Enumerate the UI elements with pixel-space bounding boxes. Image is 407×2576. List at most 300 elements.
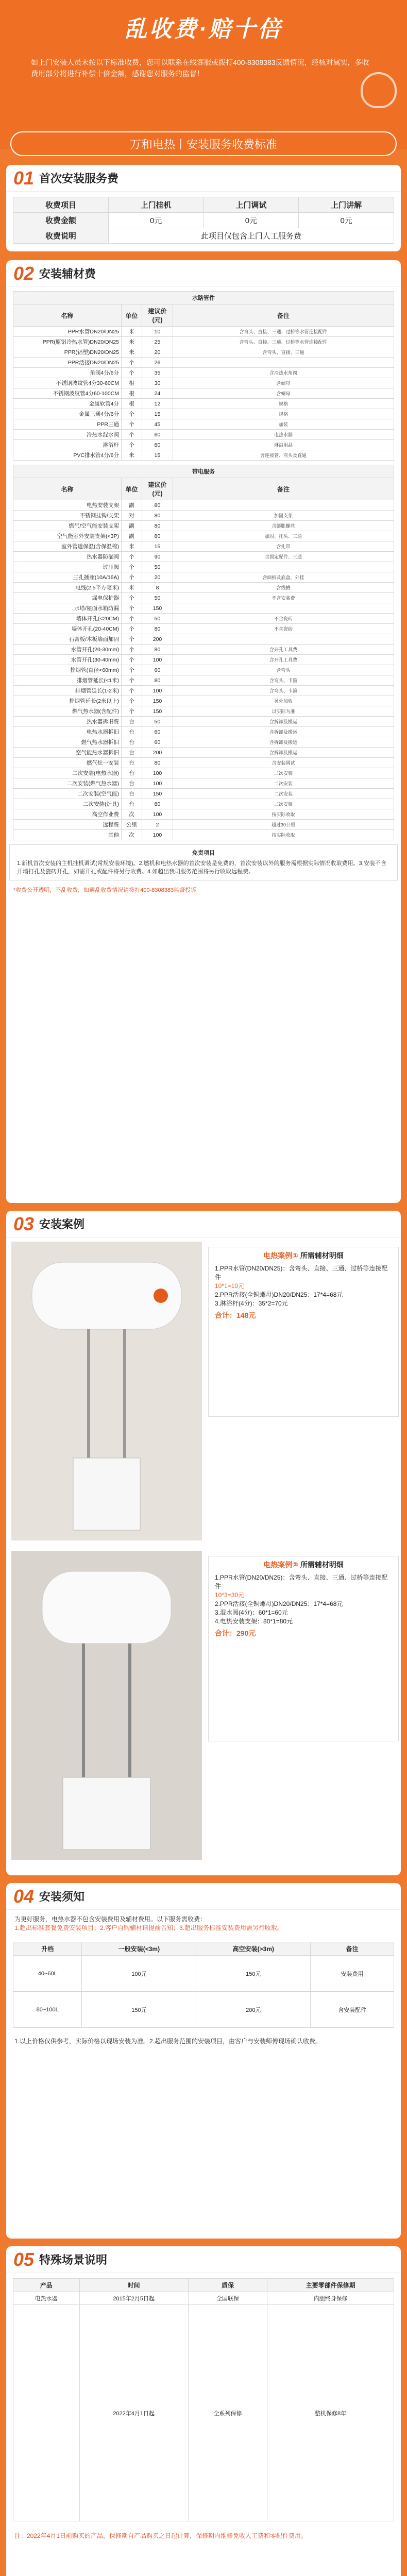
table-cell: PVC排水管4分/6分 [13, 450, 122, 461]
table-cell: 金属软管4分 [13, 399, 122, 409]
fee-cell: 0元 [204, 213, 299, 228]
table-cell: 二次安装 [173, 768, 394, 778]
table-cell [173, 634, 394, 645]
table-row [13, 500, 394, 511]
table-cell: 另外加收 [173, 696, 394, 706]
table-cell: 不含安装费 [173, 593, 394, 603]
table-cell: PPR三通 [13, 419, 122, 430]
table-cell: 60 [142, 727, 173, 737]
elec-rows [13, 500, 394, 840]
table-cell: 石膏板/木板墙面加固 [13, 634, 122, 645]
table-cell: 个 [122, 706, 142, 717]
fee-cell: 收费金额 [13, 213, 109, 228]
section-number: 01 [13, 167, 35, 189]
case-2-box [208, 1556, 399, 1741]
notice-line: 1.超出标准套餐免费安装项目；2.客户自购辅材请提前告知；3.超出服务标准安装费用需另行收取。 [14, 1924, 284, 1931]
case-total: 合计：290元 [215, 1629, 256, 1637]
table-cell: 燃气热水器拆旧 [13, 737, 122, 748]
section-number: 03 [13, 1213, 35, 1234]
cell: 150元 [196, 1956, 311, 1992]
table-cell: 60 [142, 665, 173, 675]
table-cell: 对 [122, 511, 142, 521]
case-item: 2.PPR活接(全铜螺母)DN20/DN25：17*4=68元 [215, 1600, 343, 1607]
table-cell: 12 [142, 399, 173, 409]
table-row [13, 531, 394, 541]
table-row [13, 830, 394, 840]
hero-notice: 如上门安装人员未按以下标准收费，您可以联系在线客服或拨打400-8308383反馈情况，经核对属实，多收费用部分将进行补偿十倍金额，感谢您对服务的监督！ [31, 58, 369, 78]
table-cell: 台 [122, 717, 142, 727]
table-row [13, 552, 394, 562]
notice-footer: 1.以上价格仅供参考，实际价格以现场安装为准。2.超出服务范围的安装项目，由客户与安装师傅现场确认收费。 [14, 2038, 322, 2045]
table-row [13, 327, 394, 337]
table-row [13, 717, 394, 727]
table-row [13, 347, 394, 358]
table-cell: 排烟管延长(1-2米) [13, 686, 122, 696]
table-cell: 50 [142, 717, 173, 727]
water-heater-image [11, 1242, 202, 1540]
cell: 2015年2月5日起 [79, 2292, 188, 2305]
table-cell: 含膨胀螺丝 [173, 521, 394, 531]
section-header [6, 260, 401, 287]
table-cell: 100 [142, 655, 173, 665]
table-cell: 漏电保护器 [13, 593, 122, 603]
notice-line: 为更好服务，电热水器不包含安装费用及辅材费用。以下服务需收费： [14, 1916, 207, 1923]
table-cell: 150 [142, 696, 173, 706]
table-cell: 副 [122, 500, 142, 511]
section-title: 特殊场景说明 [39, 2253, 108, 2266]
table-cell: 50 [142, 593, 173, 603]
table-cell: 二次安装(电热水器) [13, 768, 122, 778]
col-header: 升档 [13, 1942, 82, 1956]
col-header: 备注 [173, 478, 394, 500]
col-header: 备注 [173, 304, 394, 327]
table-cell: PPR活接DN20/DN25 [13, 358, 122, 368]
table-cell: PPR水管DN20/DN25 [13, 327, 122, 337]
table-cell: 不含瓷砖 [173, 614, 394, 624]
table-cell: 过压阀 [13, 562, 122, 572]
table-row [13, 737, 394, 748]
table-cell: 15 [142, 541, 173, 552]
table-cell: 水管开孔(30-40mm) [13, 655, 122, 665]
special-table [13, 2278, 394, 2521]
table-cell: 个 [122, 562, 142, 572]
hero [0, 0, 407, 149]
cell: 100元 [82, 1956, 196, 1992]
table-cell: 个 [122, 593, 142, 603]
col-header: 名称 [13, 478, 122, 500]
table-row [13, 758, 394, 768]
table-cell: 含安装调试 [173, 758, 394, 768]
table-cell: 电热水器拆旧 [13, 727, 122, 737]
table-cell: 热水器防漏阀 [13, 552, 122, 562]
table-cell: 含弯头、直接、三通、过桥等水管连接配件 [173, 327, 394, 337]
table-cell: 墙体开孔(20-40CM) [13, 624, 122, 634]
table-cell: 90 [142, 552, 173, 562]
table-cell: 个 [122, 624, 142, 634]
table-cell: 含面板及底盒，外挂 [173, 572, 394, 583]
shield-icon [361, 72, 397, 108]
case-item: 1.PPR水管(DN20/DN25)：含弯头、直接、三通、过桥等连接配件 [215, 1265, 388, 1281]
table-cell: 100 [142, 809, 173, 820]
table-cell: 80 [142, 511, 173, 521]
fee-cell: 此项目仅包含上门人工服务费 [108, 228, 394, 244]
section-materials [6, 260, 401, 1203]
table-cell: 台 [122, 727, 142, 737]
table-cell: 150 [142, 789, 173, 799]
table-cell: 个 [122, 358, 142, 368]
table-cell: 含连接管、弯头及直通 [173, 450, 394, 461]
water-rows [13, 327, 394, 461]
table-cell [173, 500, 394, 511]
col-header: 产品 [13, 2279, 80, 2292]
table-cell: 根 [122, 378, 142, 388]
table-cell [173, 603, 394, 614]
fee-header: 上门讲解 [299, 197, 394, 213]
fee-header: 收费项目 [13, 197, 109, 213]
table-cell: 100 [142, 778, 173, 789]
table-cell: 规格 [173, 399, 394, 409]
table-cell: 排烟管延长(2米以上) [13, 696, 122, 706]
case-item: 1.PPR水管(DN20/DN25)：含弯头、直接、三通、过桥等连接配件 [215, 1574, 388, 1590]
section-special [6, 2246, 401, 2576]
table-cell: 其他 [13, 830, 122, 840]
table-row [13, 727, 394, 737]
table-cell: 80 [142, 758, 173, 768]
table-cell: 二次安装 [173, 778, 394, 789]
table-cell: 个 [122, 645, 142, 655]
table-row [13, 696, 394, 706]
complaint-note: *收费公开透明，不乱收费，如遇乱收费情况请拨打400-8308383监督投诉 [13, 887, 197, 893]
col-header: 质保 [188, 2279, 267, 2292]
table-cell: 副 [122, 531, 142, 541]
table-cell: 台 [122, 758, 142, 768]
cell: 全系列保修 [188, 2305, 267, 2521]
table-cell: 电线(2.5平方毫米) [13, 583, 122, 593]
table-cell: 含固定配件、三通 [173, 552, 394, 562]
case-1-box [208, 1247, 399, 1417]
water-table [13, 291, 394, 461]
table-cell: 含弯头、直接、三通 [173, 347, 394, 358]
table-cell: 含开孔工具费 [173, 645, 394, 655]
table-cell: 按实际收取 [173, 830, 394, 840]
table-cell: 200 [142, 634, 173, 645]
table-row [13, 768, 394, 778]
table-cell: 含扎带 [173, 541, 394, 552]
table-cell: 室外管道保温(含保温棉) [13, 541, 122, 552]
table-cell: 150 [142, 603, 173, 614]
table-cell: 燃气热水器(含配件) [13, 706, 122, 717]
table-cell: 个 [122, 634, 142, 645]
case-title-pre: 电热案例① [263, 1251, 298, 1260]
table-row [13, 572, 394, 583]
table-cell: 150 [142, 706, 173, 717]
notes-text: 1.新机首次安装的主机挂机调试(常规安装环境)。2.燃机和电热水器的首次安装是免费的，首次安装以外的服务需根据实际情况收取费用。3.安装不含开墙打孔及瓷砖开孔，如需开孔或配件将另行收费。4.如超出我司服务范围将另行收取远程费。 [17, 860, 386, 875]
table-cell: 台 [122, 768, 142, 778]
notice-table [13, 1942, 394, 2028]
col-header: 建议价(元) [142, 478, 173, 500]
table-cell: 二次安装 [173, 789, 394, 799]
table-cell: 米 [122, 337, 142, 347]
case-item: 10*1=10元 [215, 1282, 245, 1290]
section-number: 05 [13, 2248, 35, 2270]
cell: 200元 [196, 1992, 311, 2028]
special-note: 注：2022年4月1日前购买的产品，保修期自产品购买之日起计算，保修期内维修免收人工费和零配件费用。 [14, 2532, 308, 2539]
table-cell: 公里 [122, 820, 142, 830]
fee-cell: 0元 [299, 213, 394, 228]
table-cell: 含线槽 [173, 583, 394, 593]
table-row [13, 337, 394, 347]
case-title-pre: 电热案例② [263, 1561, 298, 1569]
table-row [13, 624, 394, 634]
table-row [13, 388, 394, 399]
table-cell: 含拆卸及搬运 [173, 737, 394, 748]
table-cell: 台 [122, 748, 142, 758]
table-cell: 8 [142, 583, 173, 593]
case-photo-1 [11, 1242, 202, 1540]
col-header: 单位 [122, 304, 142, 327]
table-cell: 含弯头、直接、三通、过桥等水管连接配件 [173, 337, 394, 347]
table-cell: 米 [122, 347, 142, 358]
table-row [13, 593, 394, 603]
case-total: 合计：148元 [215, 1311, 256, 1319]
table-cell: 含螺母 [173, 378, 394, 388]
table-cell: 含弯头、卡箍 [173, 675, 394, 686]
table-row [13, 809, 394, 820]
table-cell: 次 [122, 809, 142, 820]
table-cell: 35 [142, 368, 173, 378]
section-header [6, 2246, 401, 2273]
col-header: 单位 [122, 478, 142, 500]
table-row [13, 358, 394, 368]
fee-table [13, 197, 394, 244]
fee-header: 上门挂机 [108, 197, 204, 213]
section-cases [6, 1211, 401, 1875]
section-header [6, 1883, 401, 1910]
table-cell: 含弯头 [173, 665, 394, 675]
table-cell: 燃气/空气能安装支架 [13, 521, 122, 531]
table-cell: 不锈钢挂钩/支架 [13, 511, 122, 521]
elec-table [13, 465, 394, 840]
table-cell: 根 [122, 388, 142, 399]
table-cell: 次 [122, 830, 142, 840]
table-cell: 25 [142, 337, 173, 347]
table-cell: 个 [122, 440, 142, 450]
table-cell: 根 [122, 399, 142, 409]
table-cell: 金属三通4分/6分 [13, 409, 122, 419]
table-cell: 副 [122, 521, 142, 531]
table-cell: 加固支架 [173, 511, 394, 521]
section-header [6, 165, 401, 192]
table-cell: 米 [122, 327, 142, 337]
table-row [13, 450, 394, 461]
table-cell: 26 [142, 358, 173, 368]
section-notice [6, 1883, 401, 2239]
cell: 安装费用 [311, 1956, 394, 1992]
col-header: 时间 [79, 2279, 188, 2292]
table-cell: 二次安装 [173, 799, 394, 809]
table-cell: 水塔/屋面水箱防漏 [13, 603, 122, 614]
table-row [13, 541, 394, 552]
table-cell: 含螺母 [173, 388, 394, 399]
col-header: 高空安装(>3m) [196, 1942, 311, 1956]
table-cell: 超过30公里 [173, 820, 394, 830]
table-cell: 空气能热水器拆旧 [13, 748, 122, 758]
notes-title: 免责项目 [192, 850, 215, 856]
table-row [13, 603, 394, 614]
table-cell: 个 [122, 552, 142, 562]
notice-text [6, 1910, 401, 1938]
table-cell: 个 [122, 430, 142, 440]
case-item: 10*3=30元 [215, 1591, 245, 1599]
table-cell: 台 [122, 799, 142, 809]
table-row [13, 409, 394, 419]
table-row [13, 789, 394, 799]
table-row [13, 521, 394, 531]
table-cell: 100 [142, 686, 173, 696]
col-header: 名称 [13, 304, 122, 327]
table-cell [173, 562, 394, 572]
fee-cell: 收费说明 [13, 228, 109, 244]
table-cell: 80 [142, 531, 173, 541]
table-row [13, 778, 394, 789]
case-item: 2.PPR活接(全铜螺母)DN20/DN25：17*4=68元 [215, 1291, 343, 1298]
table-cell: 个 [122, 409, 142, 419]
table-cell: 电热水器 [173, 430, 394, 440]
table-cell: 80 [142, 675, 173, 686]
table-cell: 含拆卸及搬运 [173, 717, 394, 727]
table-row [13, 686, 394, 696]
table-cell: 墙体开孔(<20CM) [13, 614, 122, 624]
col-header: 备注 [311, 1942, 394, 1956]
table-row [13, 634, 394, 645]
table-cell: 燃气灶一安装 [13, 758, 122, 768]
table-cell: 台 [122, 737, 142, 748]
section-header [6, 1211, 401, 1238]
banner-title: 万和电热丨安装服务收费标准 [129, 138, 277, 151]
case-photo-2 [11, 1551, 202, 1860]
title-banner [10, 131, 397, 156]
table-row [13, 799, 394, 809]
elec-title: 带电服务 [13, 465, 394, 478]
table-cell: 60 [142, 430, 173, 440]
table-cell: 不锈钢波纹管4分60-100CM [13, 388, 122, 399]
table-row [13, 706, 394, 717]
table-cell: 含冷热水角阀 [173, 368, 394, 378]
table-cell: 80 [142, 440, 173, 450]
table-cell: 个 [122, 368, 142, 378]
cell: 内胆终身保修 [267, 2292, 394, 2305]
cell: 含安装配件 [311, 1992, 394, 2028]
col-header: 主要零部件保修期 [267, 2279, 394, 2292]
table-cell: 80 [142, 799, 173, 809]
disclaimer-notes [9, 844, 398, 880]
table-cell: 二次安装(灶具) [13, 799, 122, 809]
table-row [13, 820, 394, 830]
table-cell: PPR(铝塑)DN20/DN25 [13, 347, 122, 358]
cell: 整机保修8年 [267, 2305, 394, 2521]
table-cell: 三孔插座(10A/16A) [13, 572, 122, 583]
cell: 电热水器 [13, 2292, 80, 2305]
table-cell: 米 [122, 541, 142, 552]
table-cell: 100 [142, 768, 173, 778]
col-header: 一般安装(<3m) [82, 1942, 196, 1956]
cell: 全国联保 [188, 2292, 267, 2305]
table-row [13, 399, 394, 409]
table-cell: 台 [122, 778, 142, 789]
section-title: 安装须知 [39, 1890, 85, 1903]
table-cell: 不锈钢波纹管4分30-60CM [13, 378, 122, 388]
table-cell: 加固、托头、三通 [173, 531, 394, 541]
table-row [13, 430, 394, 440]
table-cell: 200 [142, 748, 173, 758]
table-cell: 50 [142, 562, 173, 572]
table-cell: 含弯头、卡箍 [173, 686, 394, 696]
table-cell: 排烟管延长(<1米) [13, 675, 122, 686]
table-cell: 角阀4分/6分 [13, 368, 122, 378]
table-row [13, 440, 394, 450]
table-row [13, 748, 394, 758]
table-row [13, 511, 394, 521]
case-item: 3.淋浴杆(4分)：35*2=70元 [215, 1300, 288, 1307]
table-cell: 含拆卸及搬运 [173, 748, 394, 758]
water-heater-image [11, 1551, 202, 1860]
table-cell: 电热安装支架 [13, 500, 122, 511]
cell: 150元 [82, 1992, 196, 2028]
table-cell: 个 [122, 675, 142, 686]
table-cell: 15 [142, 450, 173, 461]
table-cell: 个 [122, 665, 142, 675]
table-cell: 个 [122, 614, 142, 624]
table-cell: 60 [142, 737, 173, 748]
table-cell: 80 [142, 500, 173, 511]
table-cell: 不含瓷砖 [173, 624, 394, 634]
case-item: 3.混水阀(4分)：60*1=60元 [215, 1609, 288, 1616]
table-cell: 淋浴杆 [13, 440, 122, 450]
table-cell: 高空作业费 [13, 809, 122, 820]
table-cell: 米 [122, 450, 142, 461]
table-row [13, 368, 394, 378]
table-cell: 个 [122, 603, 142, 614]
fee-cell: 0元 [108, 213, 204, 228]
table-cell: 10 [142, 327, 173, 337]
table-cell: 30 [142, 378, 173, 388]
table-cell: 20 [142, 347, 173, 358]
hero-title: 乱收费·赔十倍 [124, 16, 283, 42]
table-cell: 含拆卸及搬运 [173, 727, 394, 737]
table-cell: 2 [142, 820, 173, 830]
col-header: 建议价(元) [142, 304, 173, 327]
table-cell: 二次安装(燃气热水器) [13, 778, 122, 789]
table-cell: 含开孔工具费 [173, 655, 394, 665]
table-cell: 热水器拆旧费 [13, 717, 122, 727]
case-title-text: 所需辅材明细 [300, 1251, 344, 1260]
section-install-fee [6, 165, 401, 251]
table-row [13, 675, 394, 686]
table-cell: 二次安装(空气能) [13, 789, 122, 799]
cell: 40~60L [13, 1956, 82, 1992]
table-cell: 以实际为准 [173, 706, 394, 717]
table-row [13, 645, 394, 655]
table-cell: 个 [122, 686, 142, 696]
table-cell: 15 [142, 409, 173, 419]
table-cell: 加装 [173, 419, 394, 430]
table-cell: 80 [142, 645, 173, 655]
table-cell: 24 [142, 388, 173, 399]
table-row [13, 419, 394, 430]
table-cell: 规格 [173, 409, 394, 419]
table-row [13, 665, 394, 675]
table-row [13, 614, 394, 624]
